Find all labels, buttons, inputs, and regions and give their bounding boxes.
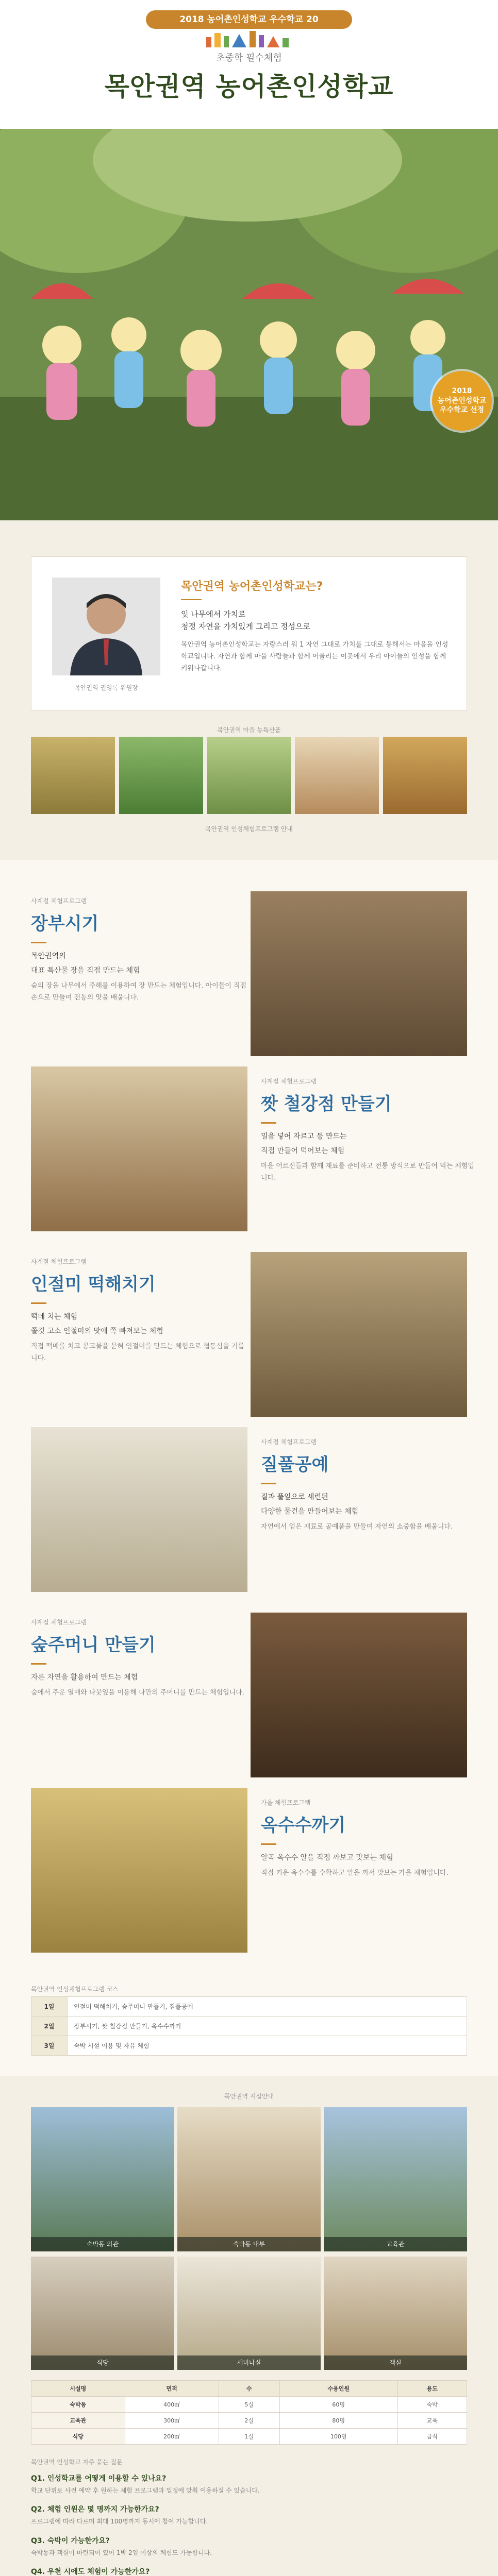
facility-name: 식당	[31, 2429, 125, 2445]
faq-answer: 학교 단위로 사전 예약 후 원하는 체험 프로그램과 일정에 맞춰 이용하실 수 있습니다.	[31, 2487, 260, 2494]
facility-use: 교육	[397, 2413, 467, 2429]
course-items: 인절미 떡해치기, 숲주머니 만들기, 질풀공예	[68, 1997, 467, 2016]
faq-item	[31, 2473, 467, 2496]
facility-label: 세미나실	[177, 2355, 321, 2370]
program-tag: 사계절 체험프로그램	[31, 1258, 87, 1265]
column-header: 수	[219, 2381, 279, 2397]
program-tag: 사계절 체험프로그램	[261, 1438, 317, 1446]
intro-lead-2: 청정 자연을 가치있게 그리고 정성으로	[181, 622, 310, 631]
program-photo	[31, 1788, 247, 1953]
facility-photo	[324, 2107, 467, 2251]
faq-question: Q2. 체험 인원은 몇 명까지 가능한가요?	[31, 2505, 159, 2514]
column-header: 수용인원	[279, 2381, 397, 2397]
program-tag: 사계절 체험프로그램	[31, 1619, 87, 1626]
table-row	[31, 2036, 467, 2056]
table-header-row	[31, 2381, 467, 2397]
program-title: 장부시기	[31, 913, 99, 934]
hero-title: 목안권역 농어촌인성학교	[104, 72, 394, 101]
faq-caption: 목안권역 인성학교 자주 묻는 질문	[31, 2459, 123, 2466]
facilities-section	[0, 2076, 498, 2576]
program-divider	[261, 1122, 276, 1124]
program-title: 옥수수까기	[261, 1815, 346, 1836]
program-photo	[251, 891, 467, 1056]
faq-item	[31, 2535, 467, 2558]
program-desc: 직접 만들어 먹어보는 체험	[261, 1147, 345, 1155]
product-photo-greens	[119, 737, 203, 814]
award-year: 2018	[452, 386, 472, 395]
program-desc: 다양한 물건을 만들어보는 체험	[261, 1507, 359, 1516]
facility-count: 2실	[219, 2413, 279, 2429]
facility-area: 400㎡	[125, 2397, 219, 2413]
program-card	[261, 1077, 477, 1184]
hero-badge: 2018 농어촌인성학교 우수학교 20	[146, 10, 352, 29]
facility-name: 숙박동	[31, 2397, 125, 2413]
program-title: 질풀공예	[261, 1454, 329, 1475]
facilities-photos-top	[31, 2107, 467, 2251]
facility-photo	[31, 2257, 174, 2370]
program-body: 직접 키운 옥수수를 수확하고 알을 까서 맛보는 가을 체험입니다.	[261, 1869, 449, 1877]
course-items: 숙박 시설 이용 및 자유 체험	[68, 2036, 467, 2056]
facility-photo	[31, 2107, 174, 2251]
program-body: 숲에서 주운 열매와 나뭇잎을 이용해 나만의 주머니를 만드는 체험입니다.	[31, 1689, 244, 1697]
facility-capacity: 60명	[279, 2397, 397, 2413]
program-divider	[261, 1843, 276, 1845]
faq-answer: 숙박동과 객실이 마련되어 있어 1박 2일 이상의 체험도 가능합니다.	[31, 2549, 212, 2556]
facility-area: 300㎡	[125, 2413, 219, 2429]
program-card	[31, 896, 247, 1004]
facilities-table	[31, 2380, 467, 2445]
program-body: 마을 어르신들과 함께 재료를 준비하고 전통 방식으로 만들어 먹는 체험입니다.	[261, 1162, 474, 1182]
program-card	[261, 1437, 477, 1533]
program-tag: 가을 체험프로그램	[261, 1799, 311, 1806]
program-title: 짯 철강점 만들기	[261, 1094, 392, 1114]
program-desc: 밀을 넣어 자르고 등 만드는	[261, 1132, 347, 1141]
program-title: 숲주머니 만들기	[31, 1635, 156, 1655]
facilities-caption: 목안권역 시설안내	[224, 2093, 274, 2100]
products-photo-strip	[31, 737, 467, 814]
course-day: 3일	[31, 2036, 68, 2056]
facility-name: 교육관	[31, 2413, 125, 2429]
column-header: 용도	[397, 2381, 467, 2397]
facility-label: 교육관	[324, 2237, 467, 2251]
facility-capacity: 100명	[279, 2429, 397, 2445]
table-row	[31, 2397, 467, 2413]
table-row	[31, 2413, 467, 2429]
program-title: 인절미 떡해치기	[31, 1274, 156, 1295]
program-card	[31, 1257, 247, 1365]
facility-capacity: 80명	[279, 2413, 397, 2429]
hero-group-photo	[0, 129, 498, 520]
products-caption: 목안권역 마을 농특산품	[217, 726, 281, 734]
course-table	[31, 1996, 467, 2056]
award-badge	[432, 371, 492, 431]
product-photo-field	[207, 737, 291, 814]
village-skyline-icon	[201, 29, 297, 47]
faq-question: Q3. 숙박이 가능한가요?	[31, 2536, 110, 2545]
facility-photo	[324, 2257, 467, 2370]
facility-use: 숙박	[397, 2397, 467, 2413]
course-caption: 목안권역 인성체험프로그램 코스	[31, 1986, 119, 1993]
table-row	[31, 2429, 467, 2445]
facility-photo	[177, 2107, 321, 2251]
product-photo-grain	[383, 737, 467, 814]
course-items: 장부시기, 짯 철강점 만들기, 옥수수까기	[68, 2016, 467, 2036]
intro-section	[0, 520, 498, 860]
program-card	[31, 1618, 247, 1699]
faq-item	[31, 2504, 467, 2527]
facility-count: 1실	[219, 2429, 279, 2445]
facility-use: 급식	[397, 2429, 467, 2445]
award-name: 농어촌인성학교	[437, 396, 487, 405]
program-photo	[251, 1252, 467, 1417]
program-tag: 사계절 체험프로그램	[31, 897, 87, 905]
program-photo	[251, 1613, 467, 1777]
product-photo-dish	[295, 737, 379, 814]
facility-label: 식당	[31, 2355, 174, 2370]
program-desc: 질과 풀잎으로 세련된	[261, 1493, 328, 1501]
product-photo-rice	[31, 737, 115, 814]
intro-heading: 목안권역 농어촌인성학교는?	[181, 580, 323, 593]
facility-label: 숙박동 내부	[177, 2237, 321, 2251]
chairman-portrait	[52, 578, 160, 675]
portrait-caption: 목안권역 권영록 위원장	[74, 684, 138, 691]
program-photo	[31, 1066, 247, 1231]
program-desc: 자른 자연을 활용하여 만드는 체험	[31, 1673, 138, 1682]
program-tag: 사계절 체험프로그램	[261, 1078, 317, 1085]
program-divider	[31, 1663, 46, 1665]
faq-answer: 프로그램에 따라 다르며 최대 100명까지 동시에 참여 가능합니다.	[31, 2518, 208, 2526]
program-desc: 떡메 치는 체험	[31, 1313, 78, 1321]
table-row	[31, 2016, 467, 2036]
program-body: 직접 떡메를 치고 콩고물을 묻혀 인절미를 만드는 체험으로 협동심을 기릅니다.	[31, 1343, 244, 1362]
programs-caption: 목안권역 인성체험프로그램 안내	[205, 825, 293, 833]
column-header: 시설명	[31, 2381, 125, 2397]
program-desc: 대표 특산물 장을 직접 만드는 체험	[31, 967, 140, 975]
facility-label: 숙박동 외관	[31, 2237, 174, 2251]
intro-body: 목안권역 농어촌인성학교는 자랑스러 워 1 자연 그대로 가치를 그대로 통해서는 마음을 인성학교입니다. 자연과 함께 마을 사람들과 함께 어울리는 이곳에서 우리 아이들의 인성을 함께 키워나갑니다.	[181, 641, 449, 672]
intro-lead-1: 잊 나무에서 가치로	[181, 609, 246, 619]
program-body: 자연에서 얻은 재료로 공예품을 만들며 자연의 소중함을 배웁니다.	[261, 1523, 453, 1531]
facilities-photos-mid	[31, 2257, 467, 2370]
faq-item	[31, 2566, 467, 2576]
program-divider	[261, 1483, 276, 1484]
program-desc: 알곡 옥수수 알을 직접 까보고 맛보는 체험	[261, 1854, 393, 1862]
hero-section	[0, 0, 498, 520]
program-body: 숲의 장을 나무에서 주해를 이용하여 장 만드는 체험입니다. 아이들이 직접 손으로 만들며 전통의 맛을 배웁니다.	[31, 982, 247, 1002]
award-desc: 우수학교 선정	[439, 406, 485, 415]
hero-subtitle: 초중학 필수체험	[216, 53, 282, 63]
intro-card	[31, 556, 467, 711]
facility-label: 객실	[324, 2355, 467, 2370]
facility-count: 5실	[219, 2397, 279, 2413]
faq-list	[31, 2473, 467, 2576]
program-desc: 쫄깃 고소 인절미의 맛에 쪽 빠져보는 체험	[31, 1327, 163, 1335]
facility-area: 200㎡	[125, 2429, 219, 2445]
program-divider	[31, 942, 46, 943]
faq-question: Q4. 우천 시에도 체험이 가능한가요?	[31, 2568, 150, 2576]
course-day: 2일	[31, 2016, 68, 2036]
program-desc: 목안권역의	[31, 952, 66, 960]
course-day: 1일	[31, 1997, 68, 2016]
facility-photo	[177, 2257, 321, 2370]
program-photo	[31, 1427, 247, 1592]
intro-divider	[181, 599, 202, 600]
faq-question: Q1. 인성학교를 어떻게 이용할 수 있나요?	[31, 2475, 167, 2483]
column-header: 면적	[125, 2381, 219, 2397]
programs-section	[0, 860, 498, 2076]
program-card	[261, 1798, 477, 1879]
table-row	[31, 1997, 467, 2016]
program-divider	[31, 1302, 46, 1304]
